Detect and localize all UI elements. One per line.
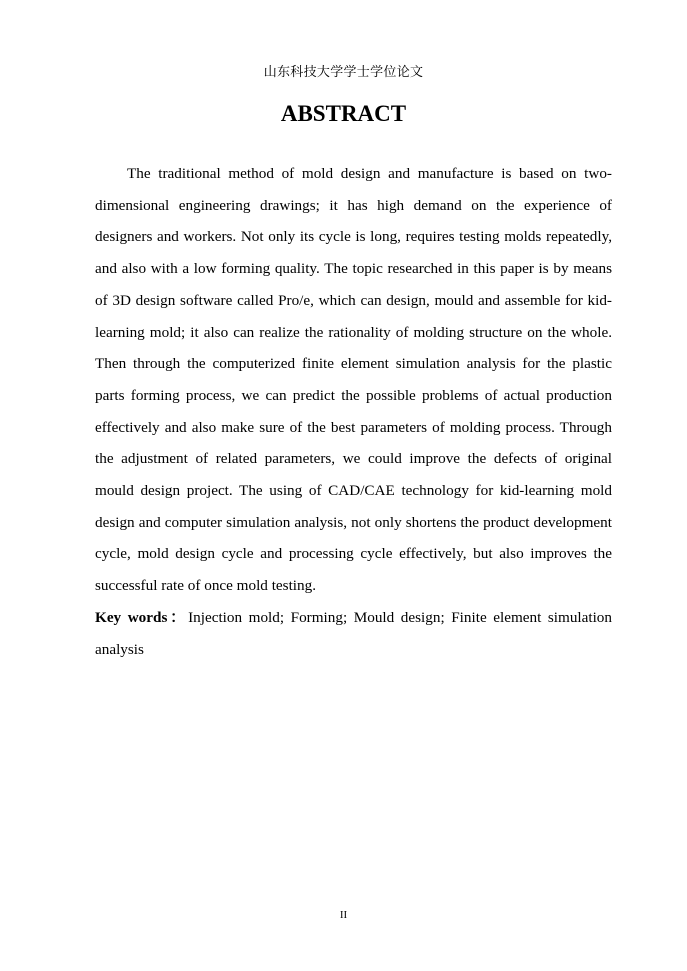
keywords-paragraph [95, 602, 612, 665]
abstract-title: ABSTRACT [280, 101, 407, 126]
abstract-body [95, 158, 612, 665]
keywords-label: Key words： [95, 608, 189, 626]
keywords-text: Injection mold; Forming; Mould design; Finite element simulation analysis [95, 608, 612, 658]
page-number: II [339, 909, 348, 921]
abstract-paragraph: The traditional method of mold design and manufacture is based on two-dimensional engineering drawings; it has high demand on the experience of designers and workers. Not only its cycle is long, requires testing molds repeatedly, and also with a low forming quality. The topic researched in this paper is by means of 3D design software called Pro/e, which can design, mould and assemble for kid-learning mold; it also can realize the rationality of molding structure on the whole. Then through the computerized finite element simulation analysis for the plastic parts forming process, we can predict the possible problems of actual production effectively and also make sure of the best parameters of molding process. Through the adjustment of related parameters, we could improve the defects of original mould design project. The using of CAD/CAE technology for kid-learning mold design and computer simulation analysis, not only shortens the product development cycle, mold design cycle and processing cycle effectively, but also improves the successful rate of once mold testing. [95, 165, 612, 595]
running-header: 山东科技大学学士学位论文 [263, 64, 424, 79]
